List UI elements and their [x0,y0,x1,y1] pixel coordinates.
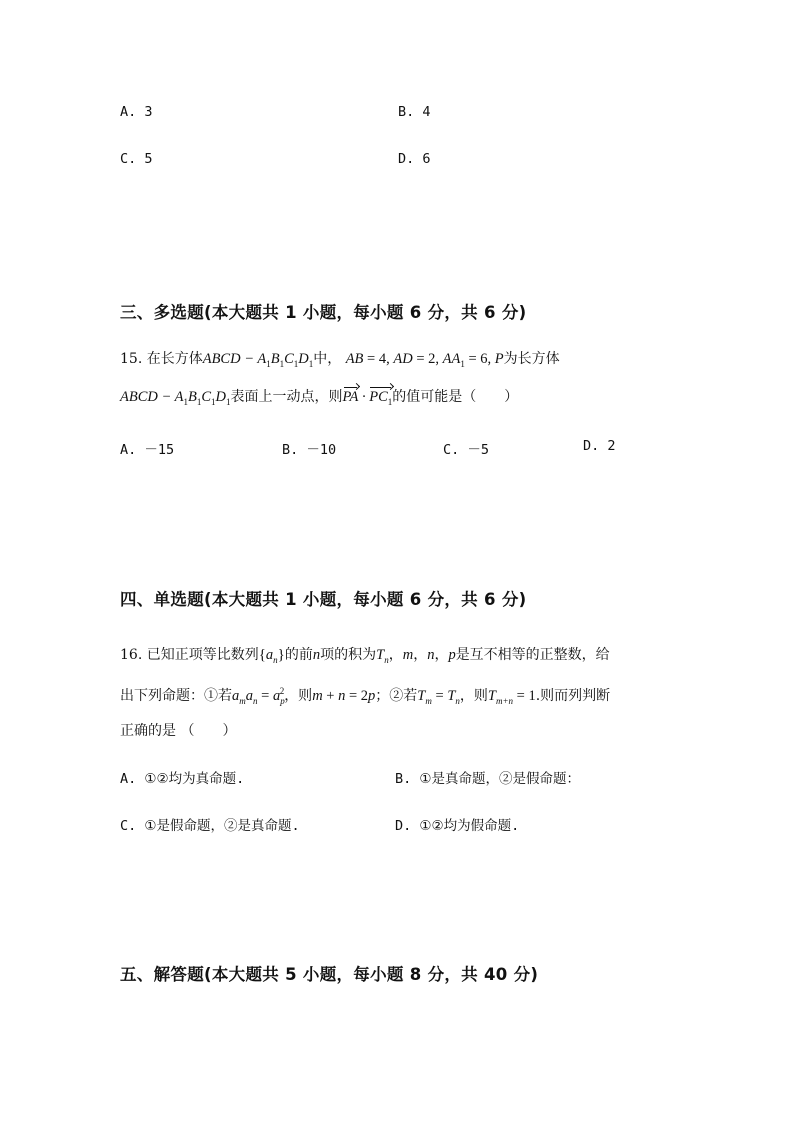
q16-option-c: C. ①是假命题，②是真命题. [120,818,300,834]
question-number: 16. [120,647,143,663]
option-c-prev: C. 5 [120,151,153,167]
option-b-prev: B. 4 [398,104,431,120]
question-number: 15. [120,351,143,367]
q15-option-b: B. －10 [282,442,337,458]
section-heading-multiple-choice: 三、多选题(本大题共 1 小题，每小题 6 分，共 6 分) [120,303,527,322]
q16-option-b: B. ①是真命题，②是假命题： [395,771,580,787]
section-heading-answer-questions: 五、解答题(本大题共 5 小题，每小题 8 分，共 40 分) [120,965,539,984]
question-15-line-1: 15. 在长方体ABCD − $A_1B_1C_1D_1$中， AB = 4, AD = 2, $AA_1 = 6$, P为长方体 [120,351,560,369]
question-15-line-2: ABCD − $A_1B_1C_1D_1$表面上一动点，则PA · $PC_1$的值可能是（ ） [120,389,519,407]
q16-option-a: A. ①②均为真命题. [120,771,245,787]
option-d-prev: D. 6 [398,151,431,167]
q15-option-a: A. －15 [120,442,175,458]
question-16-line-1: 16. 已知正项等比数列$\{a_n\}$的前n项的积为$T_n$，m，n，p是互不相等的正整数，给 [120,647,610,665]
option-a-prev: A. 3 [120,104,153,120]
section-heading-single-choice: 四、单选题(本大题共 1 小题，每小题 6 分，共 6 分) [120,590,527,609]
q15-option-c: C. －5 [443,442,490,458]
question-16-line-3: 正确的是 （ ） [120,723,237,739]
question-16-line-2: 出下列命题：①若$a_ma_n = a_p^2$，则m + n = 2p；②若$T_m = T_n$，则$T_{m+n} = 1$.则而列判断 [120,686,611,706]
q15-option-d: D. 2 [583,438,616,454]
q16-option-d: D. ①②均为假命题. [395,818,520,834]
